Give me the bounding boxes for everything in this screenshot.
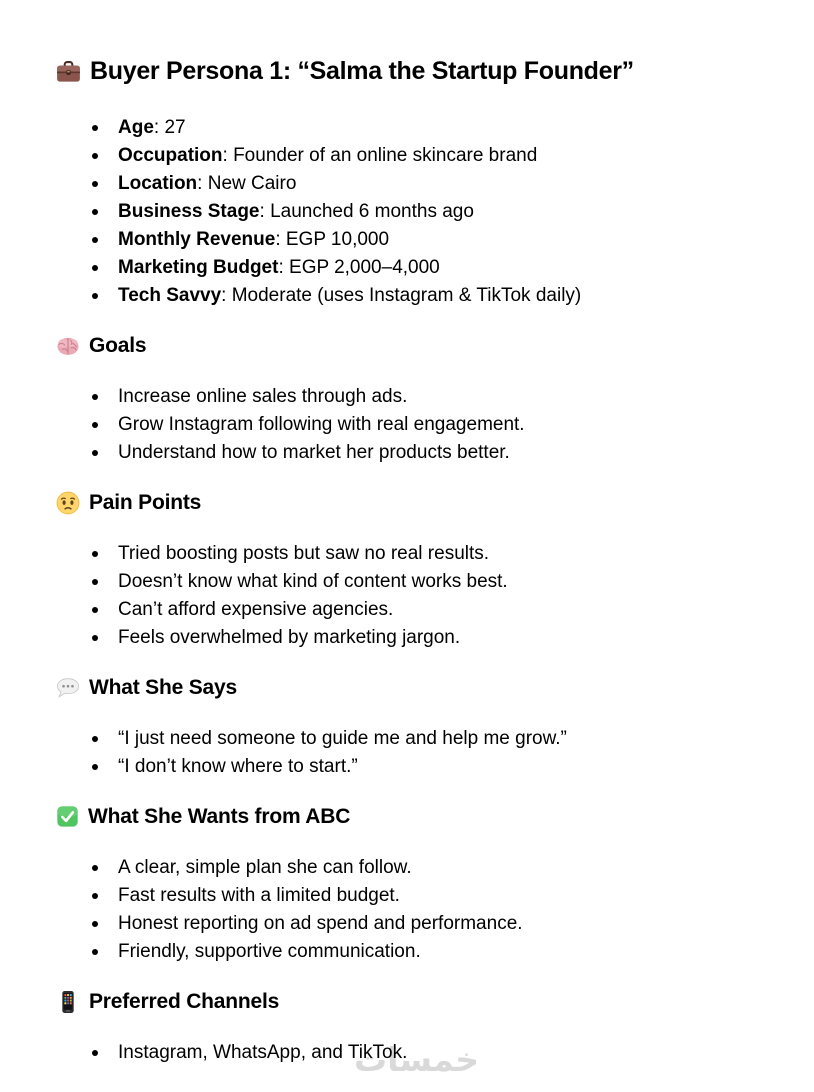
list-item [55, 254, 765, 282]
list-item [55, 439, 765, 467]
section-heading-text: Goals [89, 334, 147, 357]
item-value: Moderate (uses Instagram & TikTok daily) [231, 285, 582, 306]
item-text: Fast results with a limited budget. [118, 885, 400, 906]
item-text: “I just need someone to guide me and help me grow.” [118, 728, 567, 749]
item-separator: : [197, 173, 208, 194]
mobile-phone-icon [55, 989, 81, 1015]
item-label: Occupation [118, 145, 223, 166]
list-item [55, 411, 765, 439]
list-item [55, 596, 765, 624]
list-item [55, 624, 765, 652]
section-heading-pain-points [55, 489, 765, 516]
profile-list [55, 114, 765, 310]
item-value: Launched 6 months ago [270, 201, 474, 222]
section-heading-text: Preferred Channels [89, 990, 280, 1013]
list-item [55, 910, 765, 938]
what-she-wants-list [55, 854, 765, 966]
item-label: Monthly Revenue [118, 229, 276, 250]
item-text: Increase online sales through ads. [118, 386, 408, 407]
what-she-says-list [55, 725, 765, 781]
item-text: Friendly, supportive communication. [118, 941, 421, 962]
item-value: EGP 10,000 [285, 229, 390, 250]
list-item [55, 753, 765, 781]
item-separator: : [222, 145, 234, 166]
item-value: Founder of an online skincare brand [233, 145, 538, 166]
briefcase-icon [55, 58, 82, 85]
item-text: Feels overwhelmed by marketing jargon. [118, 627, 461, 648]
brain-icon [55, 333, 81, 359]
list-item [55, 540, 765, 568]
list-item [55, 854, 765, 882]
section-heading-goals [55, 332, 765, 359]
list-item [55, 226, 765, 254]
item-value: 27 [164, 117, 186, 138]
item-text: Understand how to market her products better. [118, 442, 510, 463]
item-label: Tech Savvy [118, 285, 222, 306]
item-text: Can’t afford expensive agencies. [118, 599, 394, 620]
item-value: New Cairo [207, 173, 297, 194]
section-heading-text: What She Wants from ABC [88, 805, 351, 828]
worried-face-icon [55, 490, 81, 516]
document-content [55, 56, 765, 1067]
section-heading-what-she-wants [55, 803, 765, 830]
item-text: Tried boosting posts but saw no real results. [118, 543, 490, 564]
check-mark-icon [55, 804, 80, 829]
item-separator: : [278, 257, 290, 278]
item-separator: : [153, 117, 165, 138]
page-title [55, 56, 765, 86]
item-label: Business Stage [118, 201, 260, 222]
item-label: Location [118, 173, 198, 194]
item-text: Instagram, WhatsApp, and TikTok. [118, 1042, 408, 1063]
item-text: Honest reporting on ad spend and performance. [118, 913, 523, 934]
item-text: A clear, simple plan she can follow. [118, 857, 412, 878]
pain-points-list [55, 540, 765, 652]
preferred-channels-list [55, 1039, 765, 1067]
page-title-text: Buyer Persona 1: “Salma the Startup Founder” [90, 57, 634, 85]
list-item [55, 282, 765, 310]
item-label: Marketing Budget [118, 257, 279, 278]
list-item [55, 882, 765, 910]
section-heading-text: What She Says [89, 676, 237, 699]
list-item [55, 568, 765, 596]
list-item [55, 725, 765, 753]
item-label: Age [118, 117, 154, 138]
speech-balloon-icon [55, 675, 81, 701]
item-separator: : [259, 201, 271, 222]
section-heading-what-she-says [55, 674, 765, 701]
list-item [55, 142, 765, 170]
list-item [55, 198, 765, 226]
section-heading-preferred-channels [55, 988, 765, 1015]
goals-list [55, 383, 765, 467]
list-item [55, 114, 765, 142]
item-text: Grow Instagram following with real engagement. [118, 414, 525, 435]
item-separator: : [221, 285, 232, 306]
item-text: Doesn’t know what kind of content works best. [118, 571, 508, 592]
item-text: “I don’t know where to start.” [118, 756, 358, 777]
khamsat-watermark: خمسات [354, 1040, 480, 1079]
item-value: EGP 2,000–4,000 [289, 257, 440, 278]
list-item [55, 170, 765, 198]
list-item [55, 383, 765, 411]
section-heading-text: Pain Points [89, 491, 202, 514]
list-item [55, 938, 765, 966]
list-item [55, 1039, 765, 1067]
item-separator: : [275, 229, 286, 250]
